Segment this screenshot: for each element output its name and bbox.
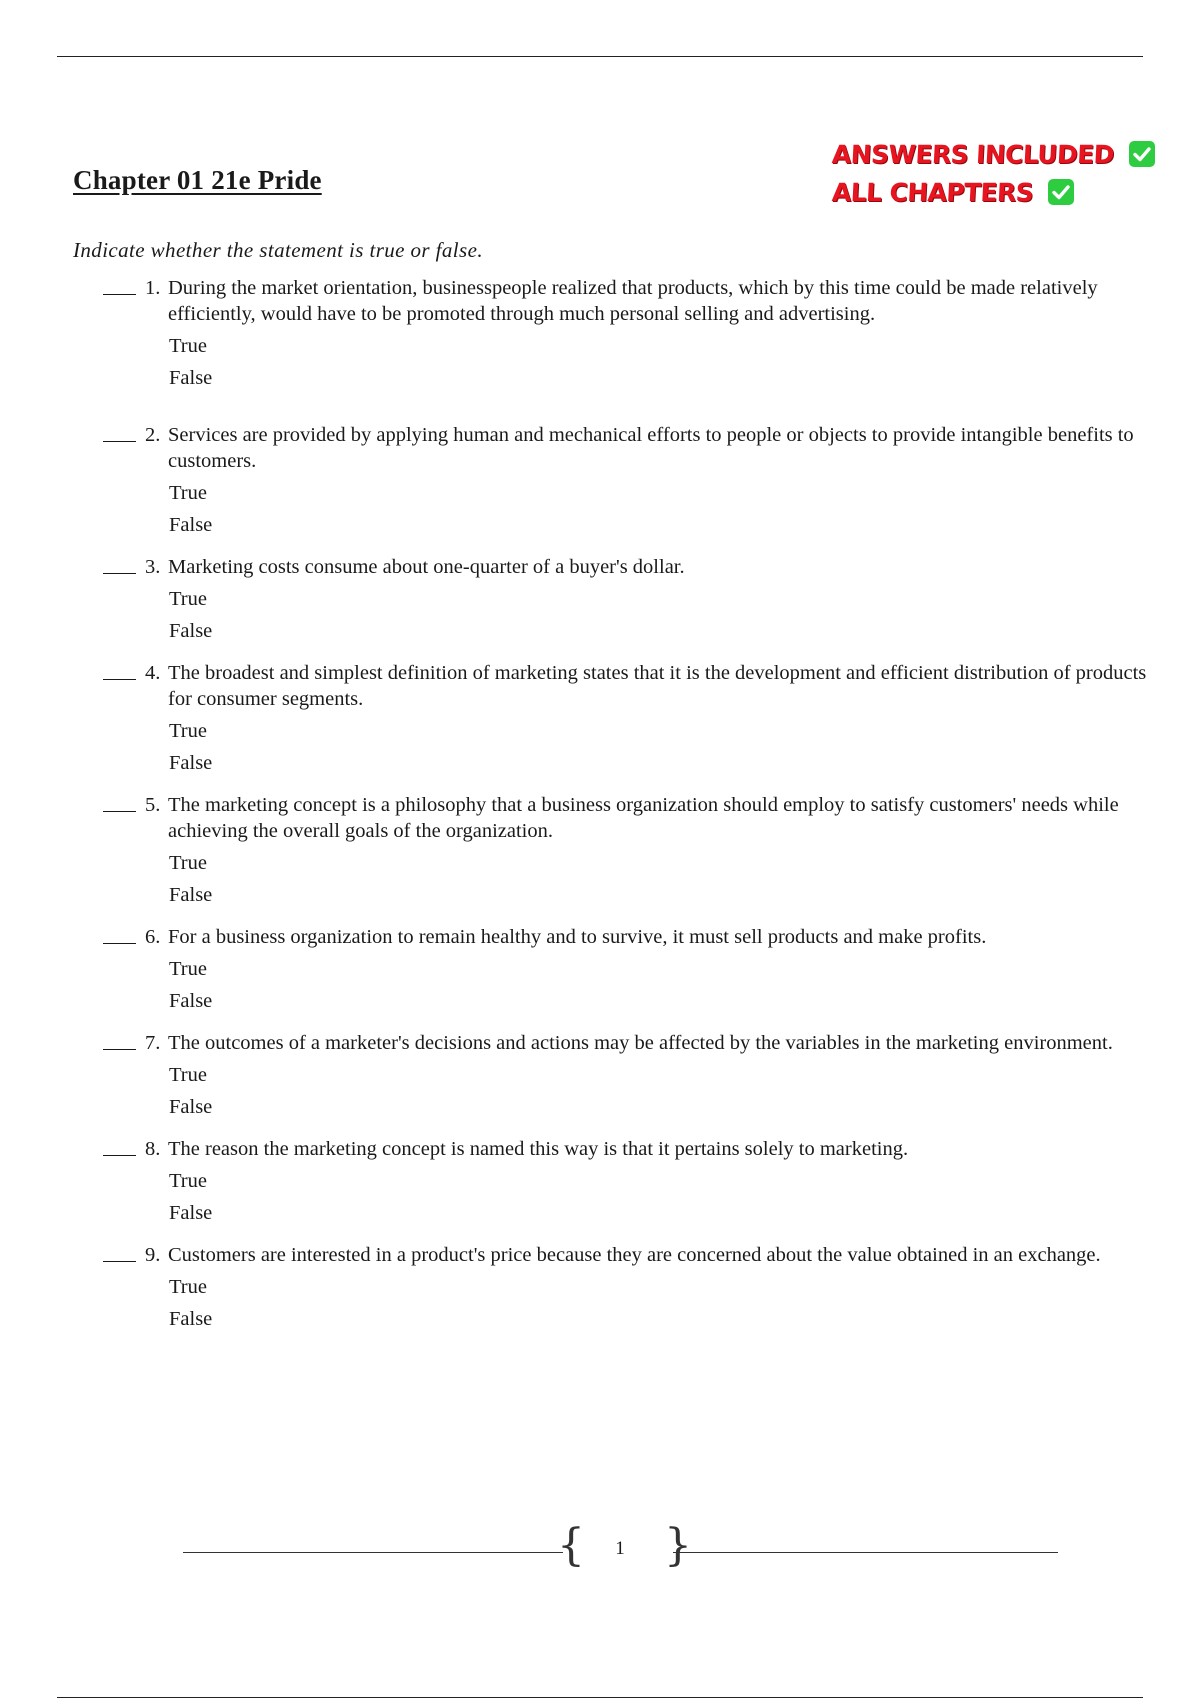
option-true[interactable]: True	[169, 1170, 207, 1192]
question-list	[0, 275, 1200, 1332]
option-true[interactable]: True	[169, 1064, 207, 1086]
footer-rule-left	[183, 1552, 563, 1553]
question-item	[0, 1136, 1200, 1226]
answer-blank[interactable]	[103, 294, 136, 295]
answer-blank[interactable]	[103, 679, 136, 680]
question-text: Marketing costs consume about one-quarter of a buyer's dollar.	[168, 556, 685, 578]
option-false[interactable]: False	[169, 1202, 213, 1224]
question-item	[0, 792, 1200, 908]
question-text: Customers are interested in a product's price because they are concerned about the value obtained in an exchange.	[168, 1244, 1101, 1266]
option-true[interactable]: True	[169, 588, 207, 610]
question-item	[0, 275, 1200, 391]
question-item	[0, 1242, 1200, 1332]
question-item	[0, 660, 1200, 776]
option-false[interactable]: False	[169, 620, 213, 642]
question-number: 4.	[145, 662, 161, 684]
instruction-text: Indicate whether the statement is true or false.	[73, 238, 483, 262]
question-item	[0, 924, 1200, 1014]
bottom-rule	[57, 1697, 1143, 1698]
footer-rule-right	[673, 1552, 1058, 1553]
answer-blank[interactable]	[103, 1261, 136, 1262]
question-text: The outcomes of a marketer's decisions and actions may be affected by the variables in the marketing environment.	[168, 1032, 1113, 1054]
option-true[interactable]: True	[169, 958, 207, 980]
option-true[interactable]: True	[169, 482, 207, 504]
stamp-answers-text: ANSWERS INCLUDED	[831, 139, 1115, 169]
option-false[interactable]: False	[169, 1096, 213, 1118]
answer-blank[interactable]	[103, 811, 136, 812]
option-true[interactable]: True	[169, 852, 207, 874]
stamp-line-chapters	[832, 173, 1156, 211]
answer-blank[interactable]	[103, 1049, 136, 1050]
question-number: 6.	[145, 926, 161, 948]
option-true[interactable]: True	[169, 1276, 207, 1298]
question-number: 7.	[145, 1032, 161, 1054]
stamp-chapters-text: ALL CHAPTERS	[831, 177, 1034, 207]
header-rule	[57, 56, 1143, 57]
option-false[interactable]: False	[169, 990, 213, 1012]
answer-blank[interactable]	[103, 943, 136, 944]
option-false[interactable]: False	[169, 514, 213, 536]
stamp-line-answers	[832, 135, 1156, 173]
option-false[interactable]: False	[169, 1308, 213, 1330]
question-item	[0, 1030, 1200, 1120]
option-false[interactable]: False	[169, 752, 213, 774]
check-icon	[1047, 178, 1075, 206]
answer-blank[interactable]	[103, 573, 136, 574]
document-title: Chapter 01 21e Pride	[73, 165, 322, 195]
question-number: 9.	[145, 1244, 161, 1266]
right-brace-ornament: }	[664, 1520, 692, 1571]
left-brace-ornament: {	[557, 1520, 585, 1571]
question-number: 8.	[145, 1138, 161, 1160]
option-true[interactable]: True	[169, 720, 207, 742]
question-text: Services are provided by applying human and mechanical efforts to people or objects to provide intangible benefits to customers.	[168, 424, 1134, 472]
question-text: The reason the marketing concept is named this way is that it pertains solely to marketing.	[168, 1138, 909, 1160]
question-number: 5.	[145, 794, 161, 816]
answer-blank[interactable]	[103, 1155, 136, 1156]
question-number: 3.	[145, 556, 161, 578]
question-number: 2.	[145, 424, 161, 446]
question-text: For a business organization to remain healthy and to survive, it must sell products and make profits.	[168, 926, 987, 948]
question-item	[0, 554, 1200, 644]
question-item	[0, 422, 1200, 538]
answer-blank[interactable]	[103, 441, 136, 442]
option-false[interactable]: False	[169, 367, 213, 389]
page-footer	[0, 1520, 1200, 1580]
option-false[interactable]: False	[169, 884, 213, 906]
answers-included-stamp	[832, 135, 1156, 211]
page-number: 1	[615, 1538, 625, 1559]
question-text: During the market orientation, businesspeople realized that products, which by this time could be made relatively efficiently, would have to be promoted through much personal selling and advertising.	[168, 277, 1098, 325]
check-icon	[1128, 140, 1156, 168]
question-text: The broadest and simplest definition of marketing states that it is the development and efficient distribution of products for consumer segments.	[168, 662, 1147, 710]
question-number: 1.	[145, 277, 161, 299]
question-text: The marketing concept is a philosophy that a business organization should employ to satisfy customers' needs while achieving the overall goals of the organization.	[168, 794, 1119, 842]
option-true[interactable]: True	[169, 335, 207, 357]
